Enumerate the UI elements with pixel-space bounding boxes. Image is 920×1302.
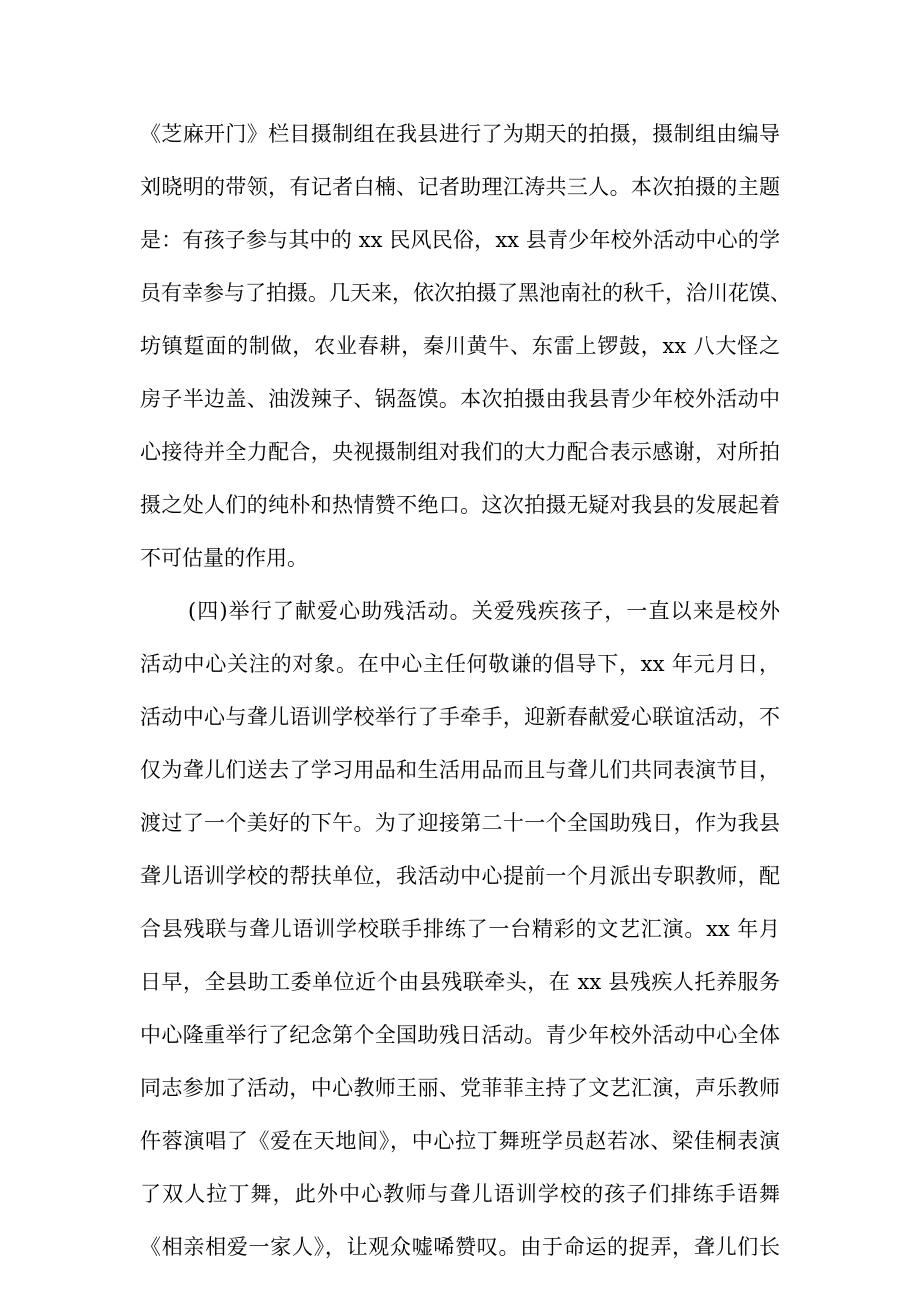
text-line: 聋儿语训学校的帮扶单位，我活动中心提前一个月派出专职教师，配 bbox=[140, 864, 780, 888]
text-line: 仅为聋儿们送去了学习用品和生活用品而且与聋儿们共同表演节目， bbox=[140, 758, 780, 782]
text-line: 日早，全县助工委单位近个由县残联牵头，在 xx 县残疾人托养服务 bbox=[140, 970, 780, 994]
text-line: 渡过了一个美好的下午。为了迎接第二十一个全国助残日，作为我县 bbox=[140, 811, 780, 835]
text-line: 员有幸参与了拍摄。几天来，依次拍摄了黑池南社的秋千，洽川花馍、 bbox=[140, 281, 791, 305]
text-line: 是：有孩子参与其中的 xx 民风民俗，xx 县青少年校外活动中心的学 bbox=[140, 228, 780, 252]
text-line: 《芝麻开门》栏目摄制组在我县进行了为期天的拍摄，摄制组由编导 bbox=[140, 122, 780, 146]
text-line: (四)举行了献爱心助残活动。关爱残疾孩子，一直以来是校外 bbox=[188, 599, 780, 623]
text-line: 同志参加了活动，中心教师王丽、党菲菲主持了文艺汇演，声乐教师 bbox=[140, 1076, 780, 1100]
text-line: 活动中心与聋儿语训学校举行了手牵手，迎新春献爱心联谊活动，不 bbox=[140, 705, 780, 729]
text-line: 仵蓉演唱了《爱在天地间》，中心拉丁舞班学员赵若冰、梁佳桐表演 bbox=[140, 1129, 780, 1153]
text-line: 了双人拉丁舞，此外中心教师与聋儿语训学校的孩子们排练手语舞 bbox=[140, 1182, 780, 1206]
text-line: 合县残联与聋儿语训学校联手排练了一台精彩的文艺汇演。xx 年月 bbox=[140, 917, 780, 941]
text-line: 刘晓明的带领，有记者白楠、记者助理江涛共三人。本次拍摄的主题 bbox=[140, 175, 780, 199]
text-line: 摄之处人们的纯朴和热情赞不绝口。这次拍摄无疑对我县的发展起着 bbox=[140, 493, 780, 517]
text-line: 坊镇踅面的制做，农业春耕，秦川黄牛、东雷上锣鼓，xx 八大怪之 bbox=[140, 334, 780, 358]
text-line: 房子半边盖、油泼辣子、锅盔馍。本次拍摄由我县青少年校外活动中 bbox=[140, 387, 780, 411]
text-line: 不可估量的作用。 bbox=[140, 546, 308, 570]
text-line: 心接待并全力配合，央视摄制组对我们的大力配合表示感谢，对所拍 bbox=[140, 440, 780, 464]
text-line: 《相亲相爱一家人》，让观众嘘唏赞叹。由于命运的捉弄，聋儿们长 bbox=[140, 1235, 780, 1259]
text-line: 活动中心关注的对象。在中心主任何敬谦的倡导下，xx 年元月日， bbox=[140, 652, 780, 676]
text-line: 中心隆重举行了纪念第个全国助残日活动。青少年校外活动中心全体 bbox=[140, 1023, 780, 1047]
